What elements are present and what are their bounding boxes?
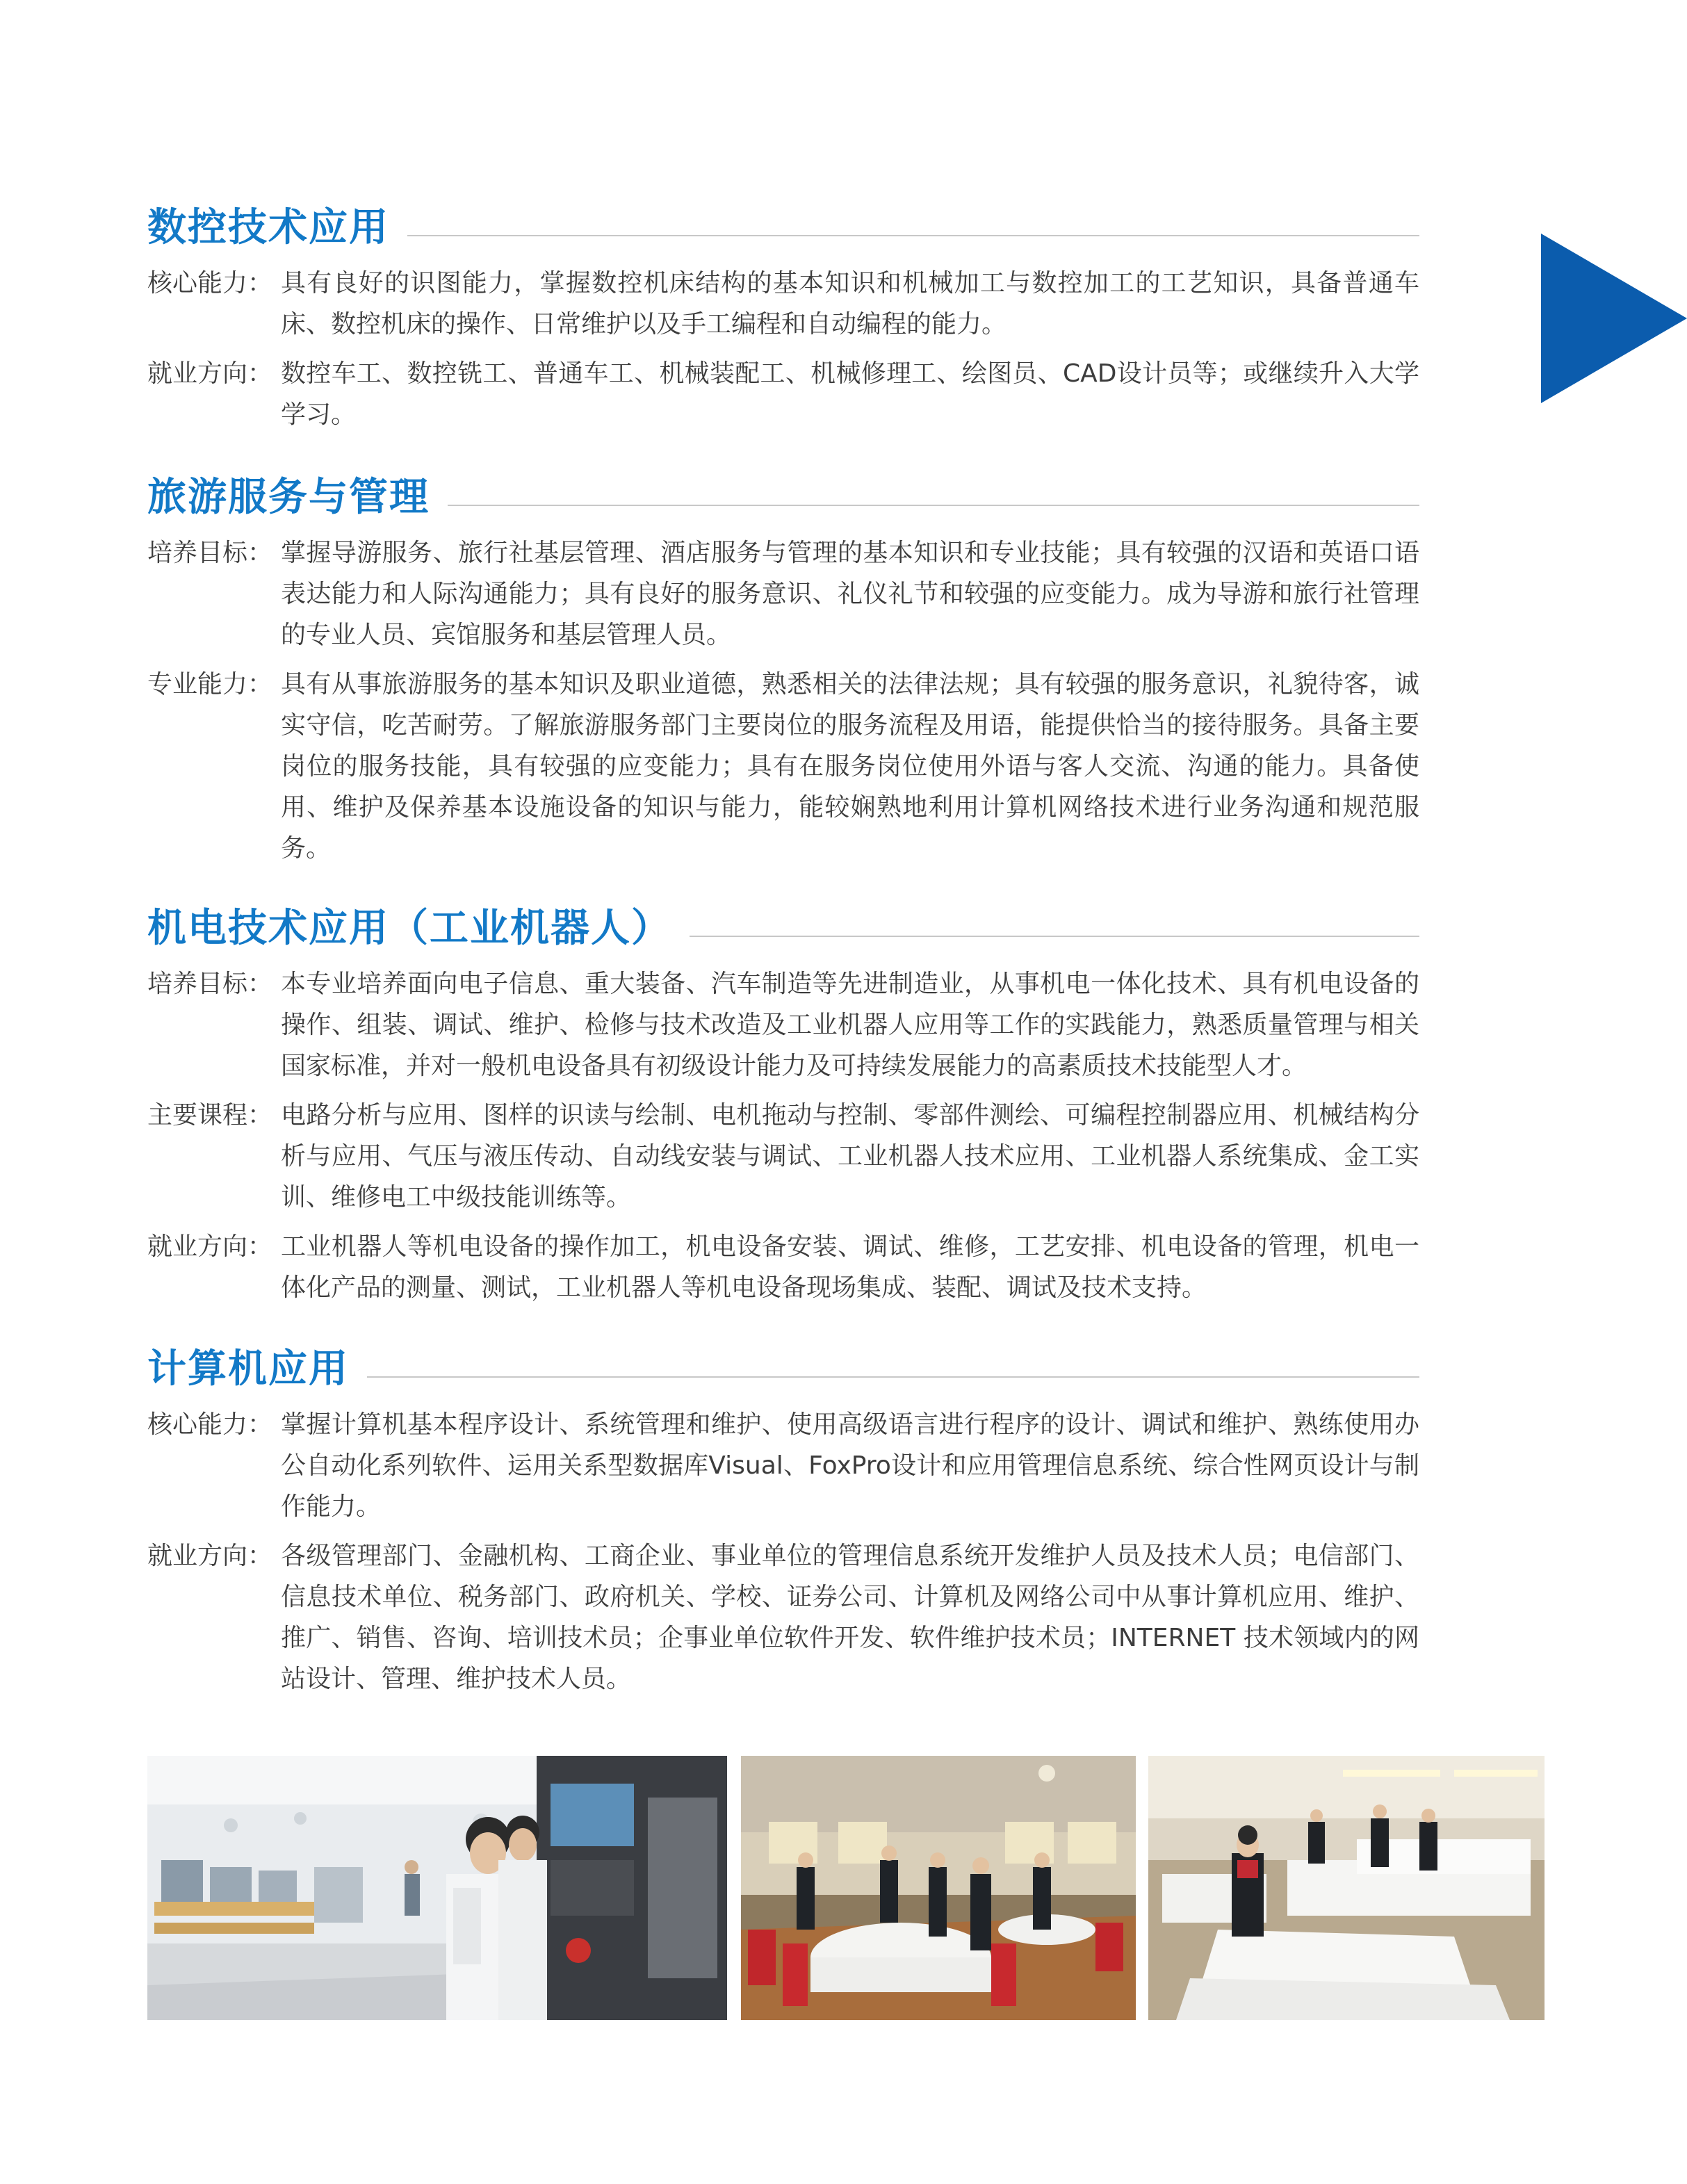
section-header <box>147 901 1419 956</box>
section-header <box>147 470 1419 525</box>
item-label: 主要课程： <box>147 1101 273 1130</box>
section-computer <box>147 1342 1419 1700</box>
section-title: 旅游服务与管理 <box>147 470 448 525</box>
page-turn-arrow-icon <box>1541 234 1687 403</box>
item-text: 掌握导游服务、旅行社基层管理、酒店服务与管理的基本知识和专业技能；具有较强的汉语和英语口语表达能力和人际沟通能力；具有良好的服务意识、礼仪礼节和较强的应变能力。成为导游和旅行社管理的专业人员、宾馆服务和基层管理人员。 <box>281 539 1419 649</box>
section-tourism <box>147 470 1419 869</box>
photo-cnc-workshop-image <box>147 1756 727 2020</box>
photo-strip <box>147 1756 1543 2020</box>
section-item <box>147 963 1419 1086</box>
item-label: 就业方向： <box>147 1542 273 1570</box>
item-text: 各级管理部门、金融机构、工商企业、事业单位的管理信息系统开发维护人员及技术人员；电信部门、信息技术单位、税务部门、政府机关、学校、证券公司、计算机及网络公司中从事计算机应用、维护、推广、销售、咨询、培训技术员；企事业单位软件开发、软件维护技术员；INTERNET 技术领域内的网站设计、管理、维护技术人员。 <box>281 1542 1419 1693</box>
photo-housekeeping-image <box>1148 1756 1545 2020</box>
item-label: 培养目标： <box>147 970 273 998</box>
section-item <box>147 664 1419 869</box>
section-item <box>147 532 1419 655</box>
item-text: 电路分析与应用、图样的识读与绘制、电机拖动与控制、零部件测绘、可编程控制器应用、机械结构分析与应用、气压与液压传动、自动线安装与调试、工业机器人技术应用、工业机器人系统集成、金工实训、维修电工中级技能训练等。 <box>281 1101 1419 1212</box>
section-item <box>147 263 1419 345</box>
section-item <box>147 1226 1419 1308</box>
item-text: 本专业培养面向电子信息、重大装备、汽车制造等先进制造业，从事机电一体化技术、具有机电设备的操作、组装、调试、维护、检修与技术改造及工业机器人应用等工作的实践能力，熟悉质量管理与相关国家标准，并对一般机电设备具有初级设计能力及可持续发展能力的高素质技术技能型人才。 <box>281 970 1419 1080</box>
section-cnc <box>147 200 1419 435</box>
item-label: 核心能力： <box>147 269 273 298</box>
photo-housekeeping <box>1148 1756 1545 2020</box>
item-label: 就业方向： <box>147 359 273 388</box>
section-mechatronics <box>147 901 1419 1308</box>
photo-cnc-workshop <box>147 1756 727 2020</box>
section-title: 数控技术应用 <box>147 200 407 256</box>
item-text: 数控车工、数控铣工、普通车工、机械装配工、机械修理工、绘图员、CAD设计员等；或继续升入大学学习。 <box>281 359 1419 429</box>
item-label: 核心能力： <box>147 1410 273 1439</box>
item-label: 就业方向： <box>147 1232 273 1261</box>
item-text: 掌握计算机基本程序设计、系统管理和维护、使用高级语言进行程序的设计、调试和维护、熟练使用办公自动化系列软件、运用关系型数据库Visual、FoxPro设计和应用管理信息系统、综合性网页设计与制作能力。 <box>281 1410 1419 1521</box>
photo-dining-service <box>741 1756 1136 2020</box>
item-text: 具有良好的识图能力，掌握数控机床结构的基本知识和机械加工与数控加工的工艺知识，具备普通车床、数控机床的操作、日常维护以及手工编程和自动编程的能力。 <box>281 269 1419 339</box>
section-header <box>147 200 1419 256</box>
section-item <box>147 1404 1419 1527</box>
section-title: 计算机应用 <box>147 1342 367 1397</box>
item-label: 培养目标： <box>147 539 273 567</box>
section-item <box>147 353 1419 435</box>
item-text: 工业机器人等机电设备的操作加工，机电设备安装、调试、维修，工艺安排、机电设备的管理，机电一体化产品的测量、测试，工业机器人等机电设备现场集成、装配、调试及技术支持。 <box>281 1232 1419 1302</box>
item-label: 专业能力： <box>147 670 273 699</box>
item-text: 具有从事旅游服务的基本知识及职业道德，熟悉相关的法律法规；具有较强的服务意识，礼貌待客，诚实守信，吃苦耐劳。了解旅游服务部门主要岗位的服务流程及用语，能提供恰当的接待服务。具备主要岗位的服务技能，具有较强的应变能力；具有在服务岗位使用外语与客人交流、沟通的能力。具备使用、维护及保养基本设施设备的知识与能力，能较娴熟地利用计算机网络技术进行业务沟通和规范服务。 <box>281 670 1419 863</box>
photo-dining-service-image <box>741 1756 1136 2020</box>
section-item <box>147 1095 1419 1218</box>
section-item <box>147 1535 1419 1700</box>
section-header <box>147 1342 1419 1397</box>
section-title: 机电技术应用（工业机器人） <box>147 901 690 956</box>
